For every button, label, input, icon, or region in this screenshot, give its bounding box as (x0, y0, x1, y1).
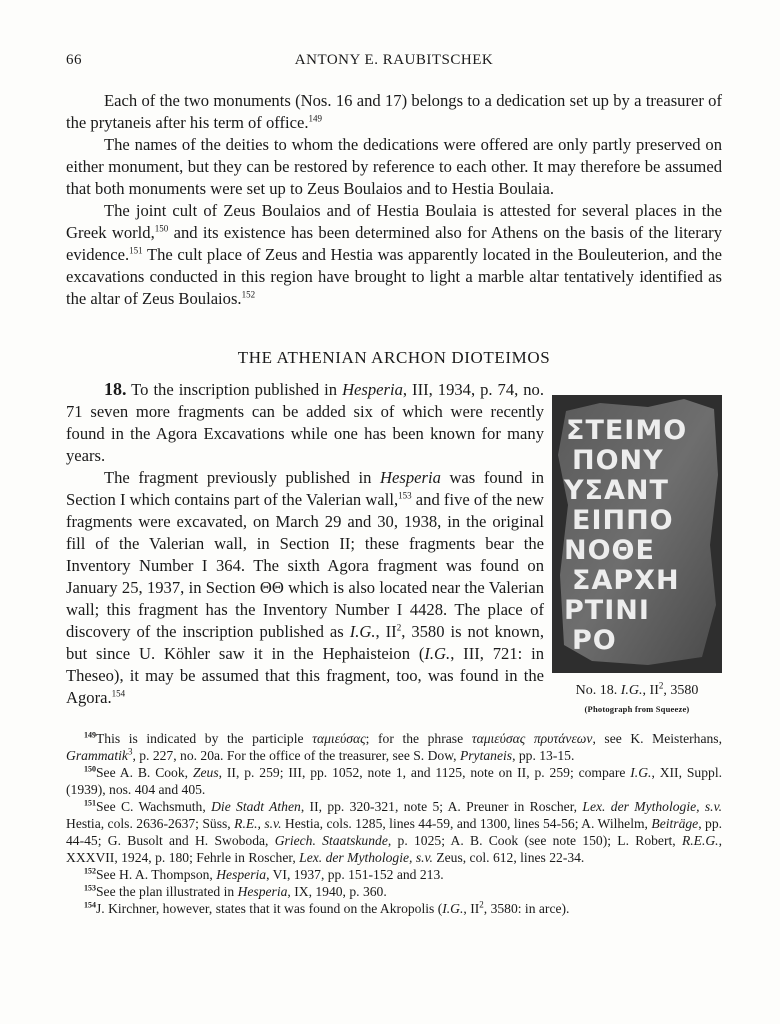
inscription-line: ΥΣΑΝΤ (564, 475, 669, 506)
caption-text: No. 18. I.G., $II^2$, 3580 (575, 680, 699, 698)
running-title: ANTONY E. RAUBITSCHEK (294, 52, 494, 68)
entry-number: 18. (104, 379, 127, 399)
footnote-ref-153[interactable]: 153 (398, 490, 412, 501)
footnote-150: $^{150}$See A. B. Cook, Zeus, II, p. 259; III, pp. 1052, note 1, and 1125, note on II, p. 259; compare I.G., XII, Suppl. (1939), nos. 404 and 405. (66, 764, 722, 797)
inscription-line: ΝΟΘΕ (564, 535, 655, 566)
intro-paragraph-1: Each of the two monuments (Nos. 16 and 17) belongs to a dedication set up by a treasurer of the prytaneis after his term of office.$^{149}$ (66, 91, 722, 132)
footnote-151: $^{151}$See C. Wachsmuth, Die Stadt Athen, II, pp. 320-321, note 5; A. Preuner in Roscher, Lex. der Mythologie, s.v. Hestia, cols. 2636-2637; Süss, R.E., s.v. Hestia, cols. 1285, lines 44-59, and 1300, lines 54-56; A. Wilhelm, Beiträge, pp. 44-45; G. Busolt and H. Swoboda, Griech. Staatskunde, p. 1025; A. B. Cook (see note 150); L. Robert, R.E.G., XXXVII, 1924, p. 180; Fehrle in Roscher, Lex. der Mythologie, s.v. Zeus, col. 612, lines 22-34. (66, 798, 723, 865)
footnote-ref-150[interactable]: 150 (154, 223, 169, 234)
footnote-ref-151[interactable]: 151 (129, 245, 143, 256)
figure-caption (552, 682, 722, 718)
caption-subtext: (Photograph from Squeeze) (584, 704, 690, 714)
inscription-image (552, 395, 722, 673)
footnote-149: $^{149}$This is indicated by the participle ταμιεύσας; for the phrase ταμιεύσας πρυτάνεων, see K. Meisterhans, Grammatik$^3$, p. 227, no. 20a. For the office of the treasurer, see S. Dow, Prytaneis, pp. 13-15. (66, 730, 722, 763)
inscription-line: ΣΤΕΙΜΟ (566, 415, 688, 446)
inscription-photograph (552, 395, 722, 673)
entry-18-text (66, 378, 544, 709)
page-number: 66 (66, 52, 82, 68)
section-title: THE ATHENIAN ARCHON DIOTEIMOS (237, 348, 551, 367)
inscription-line: ΡΟ (572, 625, 617, 656)
footnote-154: $^{154}$J. Kirchner, however, states that it was found on the Akropolis (I.G., $II^2$, 3580: in arce). (84, 899, 570, 916)
intro-text (66, 90, 722, 310)
inscription-line: ΠΟΝΥ (572, 445, 664, 476)
footnote-ref-152[interactable]: 152 (241, 289, 256, 300)
intro-paragraph-2: The names of the deities to whom the dedications were offered are only partly preserved on either monument, but they can be restored by reference to each other. It may therefore be assumed that both monuments were set up to Zeus Boulaios and to Hestia Boulaia. (66, 135, 722, 198)
intro-paragraph-3: The joint cult of Zeus Boulaios and of Hestia Boulaia is attested for several places in the Greek world,$^{150}$ and its existence has been determined also for Athens on the basis of the literary evidence.$^{151}$ The cult place of Zeus and Hestia was apparently located in the Bouleuterion, and the excavations conducted in this region have brought to light a marble altar tentatively identified as the altar of Zeus Boulaios.$^{152}$ (66, 201, 723, 308)
inscription-line: ΣΑΡΧΗ (572, 565, 680, 596)
inscription-line: ΕΙΠΠΟ (572, 505, 674, 536)
inscription-line: ΡΤΙΝΙ (564, 595, 650, 626)
entry-paragraph-1: 18. To the inscription published in Hesperia, III, 1934, p. 74, no. 71 seven more fragments can be added six of which were recently found in the Agora Excavations while one has been known for many years. (66, 379, 544, 465)
footnote-153: $^{153}$See the plan illustrated in Hesperia, IX, 1940, p. 360. (84, 883, 387, 899)
footnote-ref-154[interactable]: 154 (111, 688, 126, 699)
footnote-152: $^{152}$See H. A. Thompson, Hesperia, VI, 1937, pp. 151-152 and 213. (84, 866, 444, 882)
footnote-ref-149[interactable]: 149 (308, 113, 323, 124)
entry-paragraph-2: The fragment previously published in Hesperia was found in Section I which contains part of the Valerian wall,$^{153}$ and five of the new fragments were excavated, on March 29 and 30, 1938, in the original fill of the Valerian wall, in Section II; these fragments bear the Inventory Number I 364. The sixth Agora fragment was found on January 25, 1937, in Section ΘΘ which is also located near the Valerian wall; this fragment has the Inventory Number I 4428. The place of discovery of the inscription published as I.G., $II^2$, 3580 is not known, but since U. Köhler saw it in the Hephaisteion (I.G., III, 721: in Theseo), it may be assumed that this fragment, too, was found in the Agora.$^{154}$ (66, 468, 545, 707)
footnotes (66, 730, 722, 917)
page-header (66, 52, 722, 76)
